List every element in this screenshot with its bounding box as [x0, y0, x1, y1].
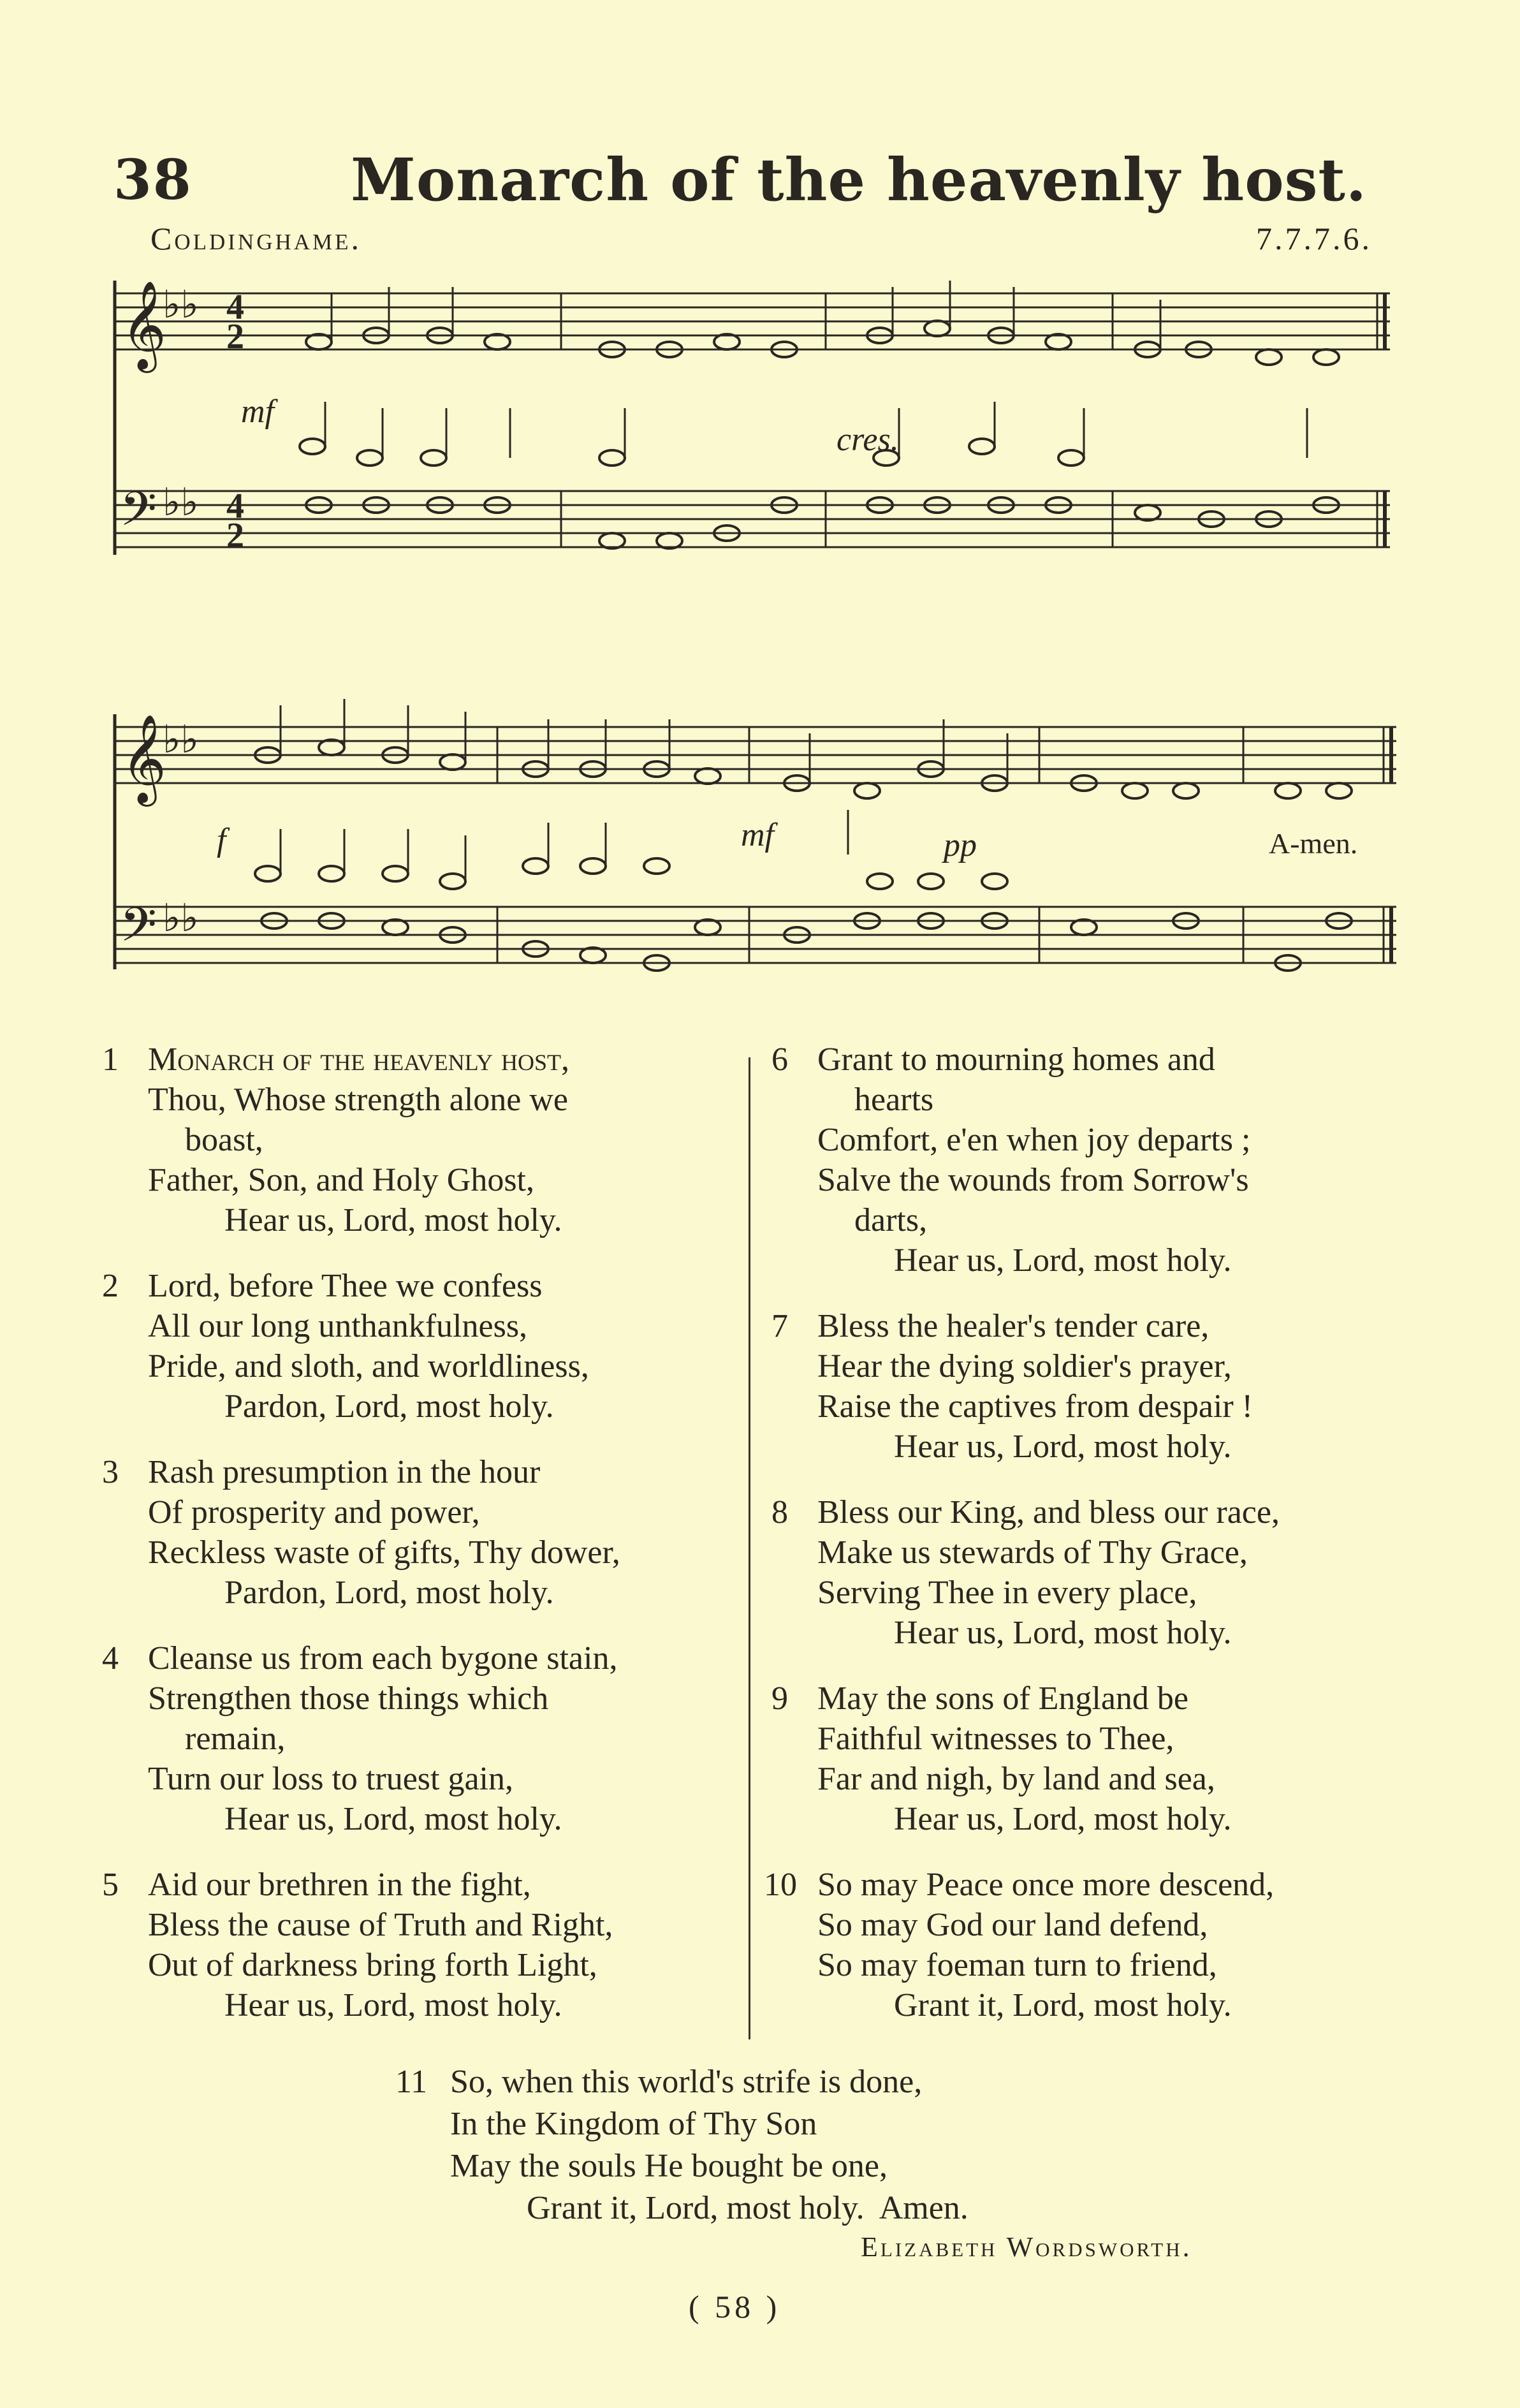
verse-line: Cleanse us from each bygone stain, [148, 1640, 618, 1677]
verse-line: Thou, Whose strength alone we [148, 1082, 568, 1118]
svg-text:2: 2 [226, 516, 244, 555]
dynamic-pp: pp [944, 827, 977, 863]
dynamic-mf: mf [741, 817, 774, 853]
verse-line: Hear us, Lord, most holy. [224, 1801, 562, 1837]
verse-line: darts, [854, 1202, 928, 1238]
svg-text:♭♭: ♭♭ [163, 897, 199, 939]
dynamic-mf: mf [241, 393, 274, 430]
treble-clef: 𝄞 [121, 716, 166, 801]
hymn-number: 38 [113, 148, 193, 212]
verse-line: Out of darkness bring forth Light, [148, 1947, 597, 1983]
author: Elizabeth Wordsworth. [861, 2231, 1192, 2263]
bass-clef: 𝄢 [120, 900, 157, 963]
tune-name: Coldinghame. [150, 221, 362, 256]
verse-line: May the souls He bought be one, [450, 2148, 888, 2184]
amen-label: A-men. [1269, 827, 1358, 860]
verse-5 [102, 1865, 740, 2025]
verse-line: So, when this world's strife is done, [450, 2064, 923, 2100]
verse-line: Comfort, e'en when joy departs ; [817, 1122, 1251, 1158]
verse-line: Serving Thee in every place, [817, 1575, 1197, 1611]
verse-line: In the Kingdom of Thy Son [450, 2106, 817, 2142]
verse-11 [395, 2061, 1352, 2229]
verse-line: Pardon, Lord, most holy. [224, 1388, 554, 1425]
verse-7 [771, 1306, 1409, 1467]
verse-number: 10 [764, 1867, 797, 1903]
verse-2 [102, 1266, 740, 1427]
verse-line: Monarch of the heavenly host, [148, 1041, 569, 1078]
treble-staff-2 [115, 727, 1396, 783]
verse-number: 4 [102, 1640, 119, 1677]
column-divider [749, 1057, 750, 2039]
verses-left-column [102, 1039, 740, 2051]
bass-staff-2 [115, 907, 1396, 963]
verse-number: 11 [395, 2064, 428, 2100]
verse-line: Strengthen those things which [148, 1680, 549, 1717]
verse-line: Make us stewards of Thy Grace, [817, 1534, 1248, 1571]
verse-line: boast, [185, 1122, 263, 1158]
svg-text:♭♭: ♭♭ [163, 719, 199, 761]
verse-3 [102, 1452, 740, 1613]
verse-line: Rash presumption in the hour [148, 1454, 541, 1490]
verse-line: Pride, and sloth, and worldliness, [148, 1348, 589, 1384]
verse-line: Hear us, Lord, most holy. [224, 1987, 562, 2023]
dynamic-cres: cres. [837, 422, 899, 458]
verse-number: 3 [102, 1454, 119, 1490]
treble-clef: 𝄞 [121, 283, 166, 367]
bass-clef: 𝄢 [120, 484, 157, 547]
music-system-2 [0, 663, 1520, 1020]
verse-number: 5 [102, 1867, 119, 1903]
verse-line: Grant it, Lord, most holy. [894, 1987, 1232, 2023]
verse-line: Hear us, Lord, most holy. [894, 1242, 1232, 1279]
svg-text:4: 4 [226, 288, 244, 327]
verse-line: May the sons of England be [817, 1680, 1189, 1717]
verse-line: Hear us, Lord, most holy. [894, 1428, 1232, 1465]
verse-number: 9 [771, 1680, 788, 1717]
verse-8 [771, 1492, 1409, 1653]
verse-line: Faithful witnesses to Thee, [817, 1721, 1174, 1757]
verse-line: Bless our King, and bless our race, [817, 1494, 1280, 1531]
verse-line: Hear the dying soldier's prayer, [817, 1348, 1232, 1384]
verse-9 [771, 1678, 1409, 1839]
verse-line: Father, Son, and Holy Ghost, [148, 1162, 534, 1198]
verse-number: 7 [771, 1308, 788, 1344]
dynamic-f: f [217, 822, 226, 858]
verse-6 [771, 1039, 1409, 1281]
verses-right-column [764, 1039, 1409, 2051]
verse-number: 6 [771, 1041, 788, 1078]
verse-line: All our long unthankfulness, [148, 1308, 528, 1344]
verse-line: Grant to mourning homes and [817, 1041, 1215, 1078]
verse-number: 1 [102, 1041, 119, 1078]
verse-line: remain, [185, 1721, 286, 1757]
verse-line: Raise the captives from despair ! [817, 1388, 1253, 1425]
meter: 7.7.7.6. [1256, 221, 1372, 256]
verse-4 [102, 1638, 740, 1839]
svg-text:4: 4 [226, 487, 244, 526]
verse-line: Aid our brethren in the fight, [148, 1867, 531, 1903]
verse-line: Hear us, Lord, most holy. [224, 1202, 562, 1238]
verse-10 [764, 1865, 1409, 2025]
verse-line: So may God our land defend, [817, 1907, 1208, 1943]
page-number: ( 58 ) [689, 2289, 781, 2324]
verse-line: Hear us, Lord, most holy. [894, 1801, 1232, 1837]
verse-line: Bless the healer's tender care, [817, 1308, 1209, 1344]
verse-line: So may foeman turn to friend, [817, 1947, 1217, 1983]
svg-text:♭♭: ♭♭ [163, 481, 199, 524]
verse-line: Reckless waste of gifts, Thy dower, [148, 1534, 620, 1571]
svg-text:2: 2 [226, 317, 244, 356]
verse-line: hearts [854, 1082, 934, 1118]
hymn-title: Monarch of the heavenly host. [351, 145, 1367, 214]
verse-line: Lord, before Thee we confess [148, 1268, 543, 1304]
verse-line: Far and nigh, by land and sea, [817, 1761, 1215, 1797]
verse-line: So may Peace once more descend, [817, 1867, 1275, 1903]
verse-line: Pardon, Lord, most holy. [224, 1575, 554, 1611]
verse-line: Of prosperity and power, [148, 1494, 480, 1531]
verse-line: Bless the cause of Truth and Right, [148, 1907, 613, 1943]
verse-line: Hear us, Lord, most holy. [894, 1615, 1232, 1651]
verse-number: 8 [771, 1494, 788, 1531]
verse-number: 2 [102, 1268, 119, 1304]
music-system-1 [0, 255, 1520, 587]
svg-text:♭♭: ♭♭ [163, 284, 199, 326]
verse-line: Turn our loss to truest gain, [148, 1761, 513, 1797]
verse-line: Grant it, Lord, most holy. Amen. [527, 2190, 968, 2226]
verse-line: Salve the wounds from Sorrow's [817, 1162, 1249, 1198]
verse-1 [102, 1039, 740, 1240]
